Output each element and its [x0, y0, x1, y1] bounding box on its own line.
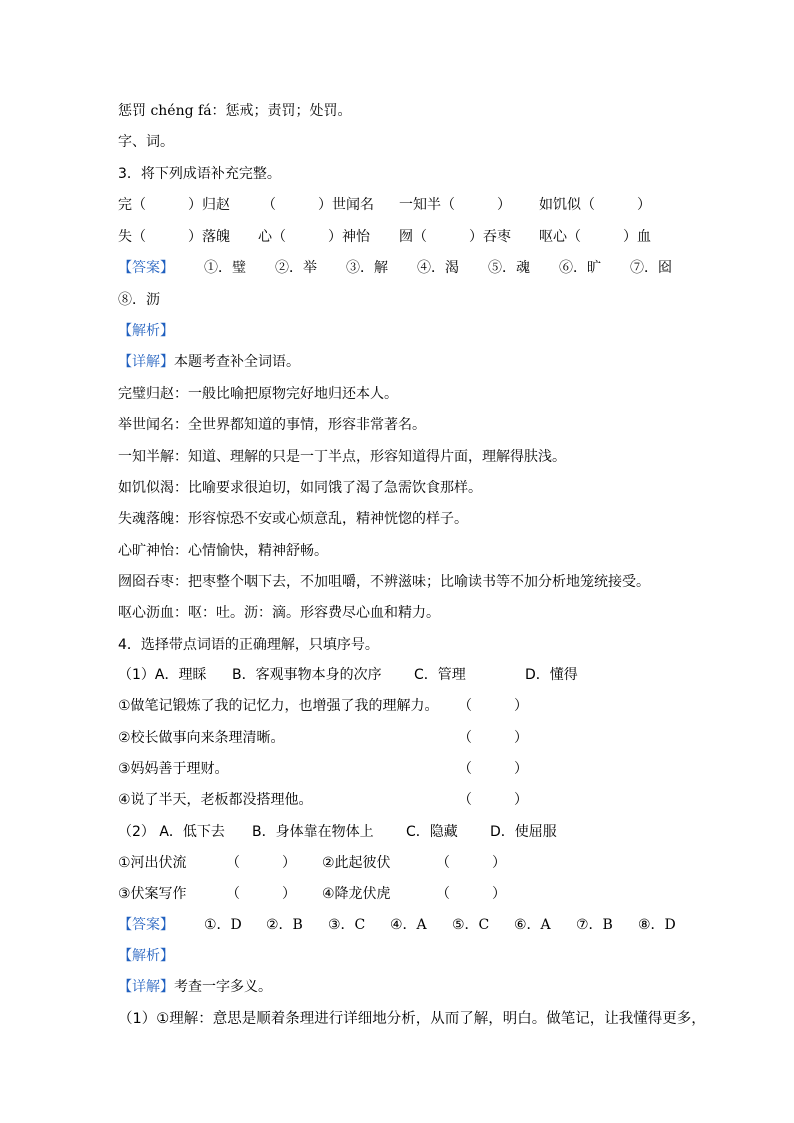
answer-item: ④．渴	[417, 260, 459, 276]
answer-item: ⑤．C	[452, 917, 490, 933]
sub-question: ①河出伏流	[118, 855, 187, 871]
explanation-line: 一知半解：知道、理解的只是一丁半点，形容知道得片面，理解得肤浅。	[118, 449, 566, 465]
explanation-line: 失魂落魄：形容惊恐不安或心烦意乱，精神恍惚的样子。	[118, 511, 468, 527]
analysis-label: 【解析】	[118, 948, 174, 964]
answer-item: ①．璧	[204, 260, 246, 276]
option-item: （2） A．低下去	[118, 824, 225, 840]
detail-label: 【详解】	[118, 354, 174, 370]
option-item: D．懂得	[525, 667, 578, 683]
answer-blank: （ ）	[226, 855, 296, 871]
idiom-blank: 完（ ）归赵	[118, 197, 230, 213]
option-item: C．管理	[414, 667, 466, 683]
detail-line	[118, 977, 272, 997]
analysis-label: 【解析】	[118, 323, 174, 339]
idiom-blank: 心（ ）神怡	[258, 229, 370, 245]
explanation-line: 囫囵吞枣：把枣整个咽下去，不加咀嚼，不辨滋味；比喻读书等不加分析地笼统接受。	[118, 574, 650, 590]
answer-item: ⑦．囵	[630, 260, 672, 276]
detail-label: 【详解】	[118, 979, 174, 995]
question-3-title: 3．将下列成语补充完整。	[118, 166, 281, 182]
sub-question: ③妈妈善于理财。	[118, 761, 229, 777]
answer-blank: （ ）	[226, 886, 296, 902]
sub-question: ②此起彼伏	[322, 855, 391, 871]
option-item: （1）A．理睬	[118, 667, 207, 683]
idiom-blank: 囫（ ）吞枣	[399, 229, 511, 245]
answer-item: ②．举	[275, 260, 317, 276]
explanation-line: 举世闻名：全世界都知道的事情，形容非常著名。	[118, 417, 426, 433]
answer-blank: （ ）	[458, 730, 528, 746]
answer-label: 【答案】	[118, 917, 174, 933]
sub-question: ③伏案写作	[118, 886, 187, 902]
sub-question: ④说了半天，老板都没搭理他。	[118, 792, 313, 808]
answer-item: ③．解	[346, 260, 388, 276]
option-item: C．隐藏	[406, 824, 458, 840]
idiom-blank: 一知半（ ）	[399, 197, 511, 213]
option-item: B．客观事物本身的次序	[232, 667, 382, 683]
explanation-line: 完璧归赵：一般比喻把原物完好地归还本人。	[118, 386, 398, 402]
answer-item: ②．B	[266, 917, 303, 933]
answer-blank: （ ）	[458, 792, 528, 808]
answer-item: ⑧．D	[638, 917, 676, 933]
sub-question: ①做笔记锻炼了我的记忆力，也增强了我的理解力。	[118, 698, 439, 714]
definition-line: 惩罚 chéng fá：惩戒；责罚；处罚。	[118, 103, 352, 119]
sub-question: ④降龙伏虎	[322, 886, 391, 902]
answer-blank: （ ）	[458, 698, 528, 714]
idiom-blank: 呕心（ ）血	[539, 229, 651, 245]
detail-text: 考查一字多义。	[174, 979, 272, 995]
answer-item: ⑤．魂	[488, 260, 530, 276]
explanation-line: 如饥似渴：比喻要求很迫切，如同饿了渴了急需饮食那样。	[118, 480, 482, 496]
option-item: D．使屈服	[490, 824, 557, 840]
option-item: B．身体靠在物体上	[252, 824, 374, 840]
answer-blank: （ ）	[458, 761, 528, 777]
answer-item: ①．D	[204, 917, 242, 933]
answer-blank: （ ）	[436, 855, 506, 871]
question-4-title: 4．选择带点词语的正确理解，只填序号。	[118, 637, 379, 653]
answer-item: ⑧．沥	[118, 292, 160, 308]
detail-text: 本题考查补全词语。	[174, 354, 300, 370]
sub-question: ②校长做事向来条理清晰。	[118, 730, 285, 746]
answer-item: ⑦．B	[576, 917, 613, 933]
answer-item: ⑥．旷	[559, 260, 601, 276]
detail-line	[118, 352, 300, 372]
explanation-line: 呕心沥血：呕：吐。沥：滴。形容费尽心血和精力。	[118, 605, 440, 621]
explanation-line: （1）①理解：意思是顺着条理进行详细地分析，从而了解，明白。做笔记，让我懂得更多，	[118, 1011, 706, 1027]
answer-item: ⑥．A	[514, 917, 551, 933]
idiom-blank: （ ）世闻名	[262, 197, 374, 213]
explanation-line: 心旷神怡：心情愉快，精神舒畅。	[118, 543, 328, 559]
idiom-blank: 失（ ）落魄	[118, 229, 230, 245]
answer-label: 【答案】	[118, 260, 174, 276]
answer-item: ③．C	[328, 917, 366, 933]
text-line: 字、词。	[118, 134, 174, 150]
idiom-blank: 如饥似（ ）	[539, 197, 651, 213]
answer-blank: （ ）	[436, 886, 506, 902]
answer-item: ④．A	[390, 917, 427, 933]
